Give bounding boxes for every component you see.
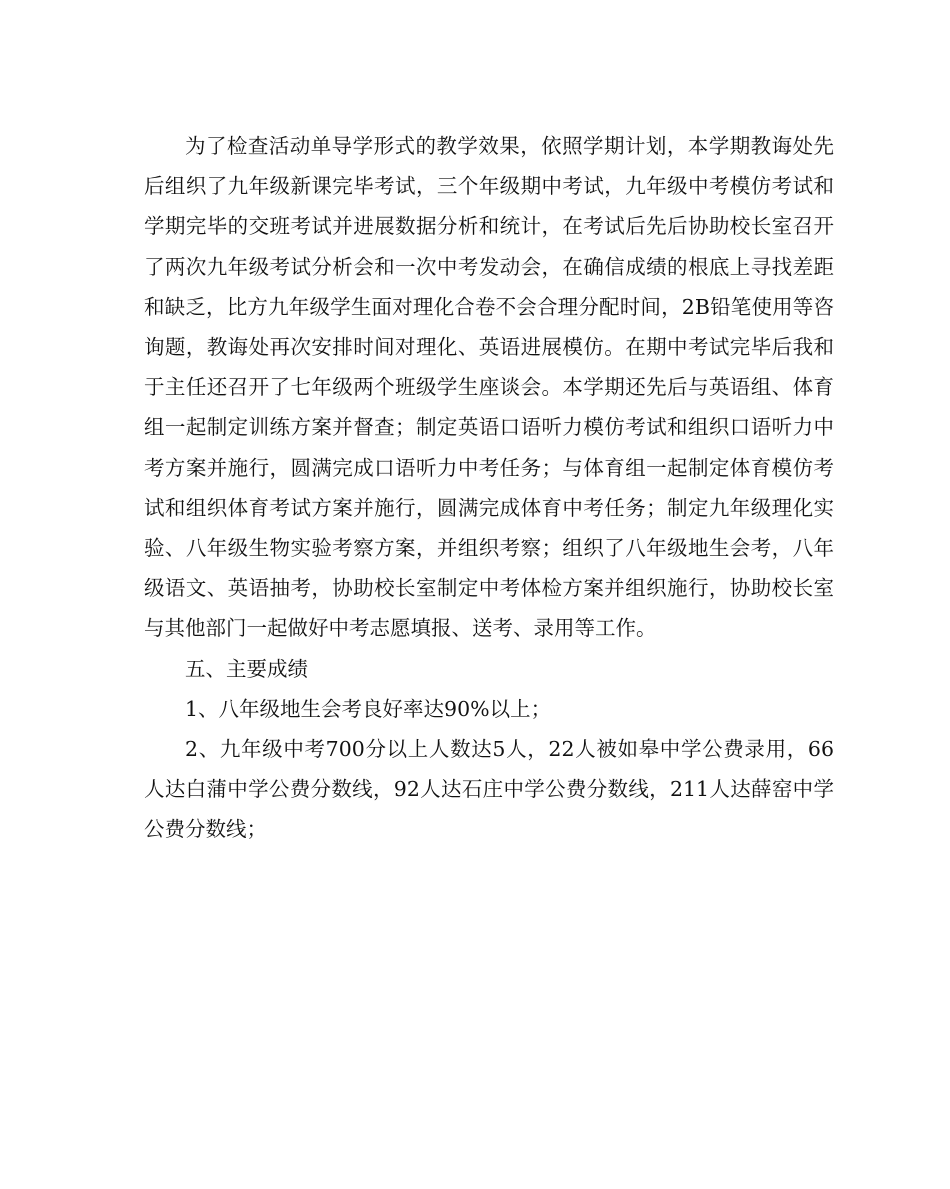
list-item-achievement-2: 2、九年级中考700分以上人数达5人，22人被如皋中学公费录用，66人达白蒲中学公费分数线，92人达石庄中学公费分数线，211人达薛窑中学公费分数线； — [144, 737, 834, 842]
document-body — [144, 126, 834, 850]
paragraph-exam-activities: 为了检查活动单导学形式的教学效果，依照学期计划，本学期教诲处先后组织了九年级新课完毕考试，三个年级期中考试，九年级中考模仿考试和学期完毕的交班考试并进展数据分析和统计，在考试后先后协助校长室召开了两次九年级考试分析会和一次中考发动会，在确信成绩的根底上寻找差距和缺乏，比方九年级学生面对理化合卷不会合理分配时间，2B铅笔使用等咨询题，教诲处再次安排时间对理化、英语进展模仿。在期中考试完毕后我和于主任还召开了七年级两个班级学生座谈会。本学期还先后与英语组、体育组一起制定训练方案并督查；制定英语口语听力模仿考试和组织口语听力中考方案并施行，圆满完成口语听力中考任务；与体育组一起制定体育模仿考试和组织体育考试方案并施行，圆满完成体育中考任务；制定九年级理化实验、八年级生物实验考察方案，并组织考察；组织了八年级地生会考，八年级语文、英语抽考，协助校长室制定中考体检方案并组织施行，协助校长室与其他部门一起做好中考志愿填报、送考、录用等工作。 — [144, 134, 834, 641]
list-item-achievement-1: 1、八年级地生会考良好率达90%以上； — [185, 696, 552, 721]
section-heading-main-achievements: 五、主要成绩 — [185, 656, 308, 681]
